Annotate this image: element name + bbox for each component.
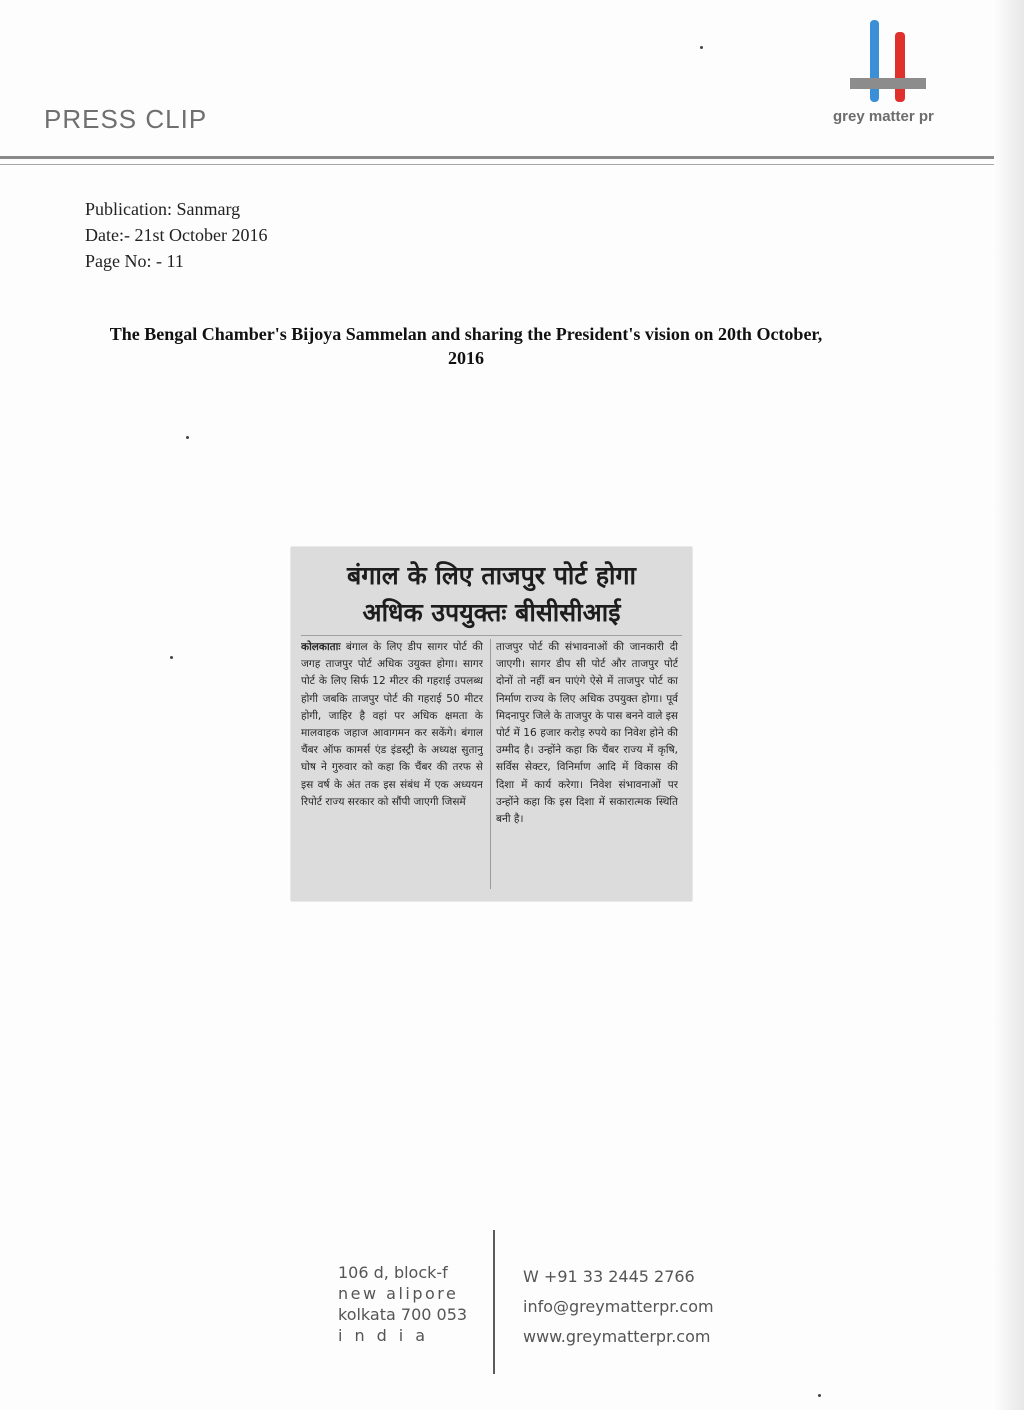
address-line-4: india [338, 1326, 437, 1345]
clipping-column-left [301, 639, 483, 891]
header-rule-thin [0, 164, 994, 165]
clipping-column-left-text: बंगाल के लिए डीप सागर पोर्ट की जगह ताजपुर पोर्ट अधिक उयुक्त होगा। सागर पोर्ट के लिए सिर्फ 12 मीटर की गहराई उपलब्ध होगी जबकि ताजपुर पोर्ट की गहराई 50 मीटर होगी, जाहिर है वहां पर अधिक क्षमता के मालवाहक जहाज आवागमन कर सकेंगे। बंगाल चैंबर ऑफ कामर्स एंड इंडस्ट्री के अध्यक्ष सुतानु घोष ने गुरुवार को कहा कि चैंबर की तरफ से इस वर्ष के अंत तक इस संबंध में एक अध्ययन रिपोर्ट राज्य सरकार को सौंपी जाएगी जिसमें [301, 641, 483, 808]
clipping-headline-line1: बंगाल के लिए ताजपुर पोर्ट होगा [346, 561, 637, 590]
footer-address [338, 1262, 467, 1346]
logo-text: grey matter pr [833, 108, 934, 125]
address-line-2: new alipore [338, 1284, 459, 1303]
address-line-3: kolkata 700 053 [338, 1305, 468, 1324]
publication-meta [85, 196, 267, 274]
publication-line: Publication: Sanmarg [85, 199, 241, 219]
phone-number: W +91 33 2445 2766 [523, 1267, 695, 1286]
event-headline: The Bengal Chamber's Bijoya Sammelan and sharing the President's vision on 20th October, 2016 [109, 324, 823, 368]
newspaper-clipping [291, 547, 692, 901]
clipping-column-divider [490, 639, 491, 889]
clipping-headline [291, 557, 692, 631]
page-edge-shadow [994, 0, 1024, 1410]
header-rule [0, 156, 994, 159]
address-line-1: 106 d, block-f [338, 1263, 448, 1282]
footer-contact [523, 1262, 714, 1352]
page-number-line: Page No: - 11 [85, 251, 184, 271]
clipping-separator [301, 635, 682, 636]
scan-speck [186, 436, 189, 439]
website-link[interactable]: www.greymatterpr.com [523, 1327, 711, 1346]
press-clip-title: PRESS CLIP [44, 104, 208, 134]
clipping-headline-line2: अधिक उपयुक्तः बीसीसीआई [362, 598, 621, 627]
scan-speck [818, 1394, 821, 1397]
footer-divider [493, 1230, 495, 1374]
scan-speck [700, 46, 703, 49]
scan-speck [170, 656, 173, 659]
clipping-dateline: कोलकाताः [301, 641, 341, 653]
date-line: Date:- 21st October 2016 [85, 225, 268, 245]
clipping-column-right: ताजपुर पोर्ट की संभावनाओं की जानकारी दी जाएगी। सागर डीप सी पोर्ट और ताजपुर पोर्ट दोनों तो नहीं बन पाएंगे ऐसे में ताजपुर पोर्ट का निर्माण राज्य के लिए अधिक उपयुक्त होगा। पूर्व मिदनापुर जिले के ताजपुर के पास बनने वाले इस पोर्ट में 16 हजार करोड़ रुपये का निवेश होने की उम्मीद है। उन्होंने कहा कि चैंबर राज्य में कृषि, सर्विस सेक्टर, विनिर्माण आदि में विकास की दिशा में कार्य करेगा। निवेश संभावनाओं पर उन्होंने कहा कि इस दिशा में सकारात्मक स्थिति बनी है। [496, 641, 678, 826]
email-link[interactable]: info@greymatterpr.com [523, 1297, 714, 1316]
